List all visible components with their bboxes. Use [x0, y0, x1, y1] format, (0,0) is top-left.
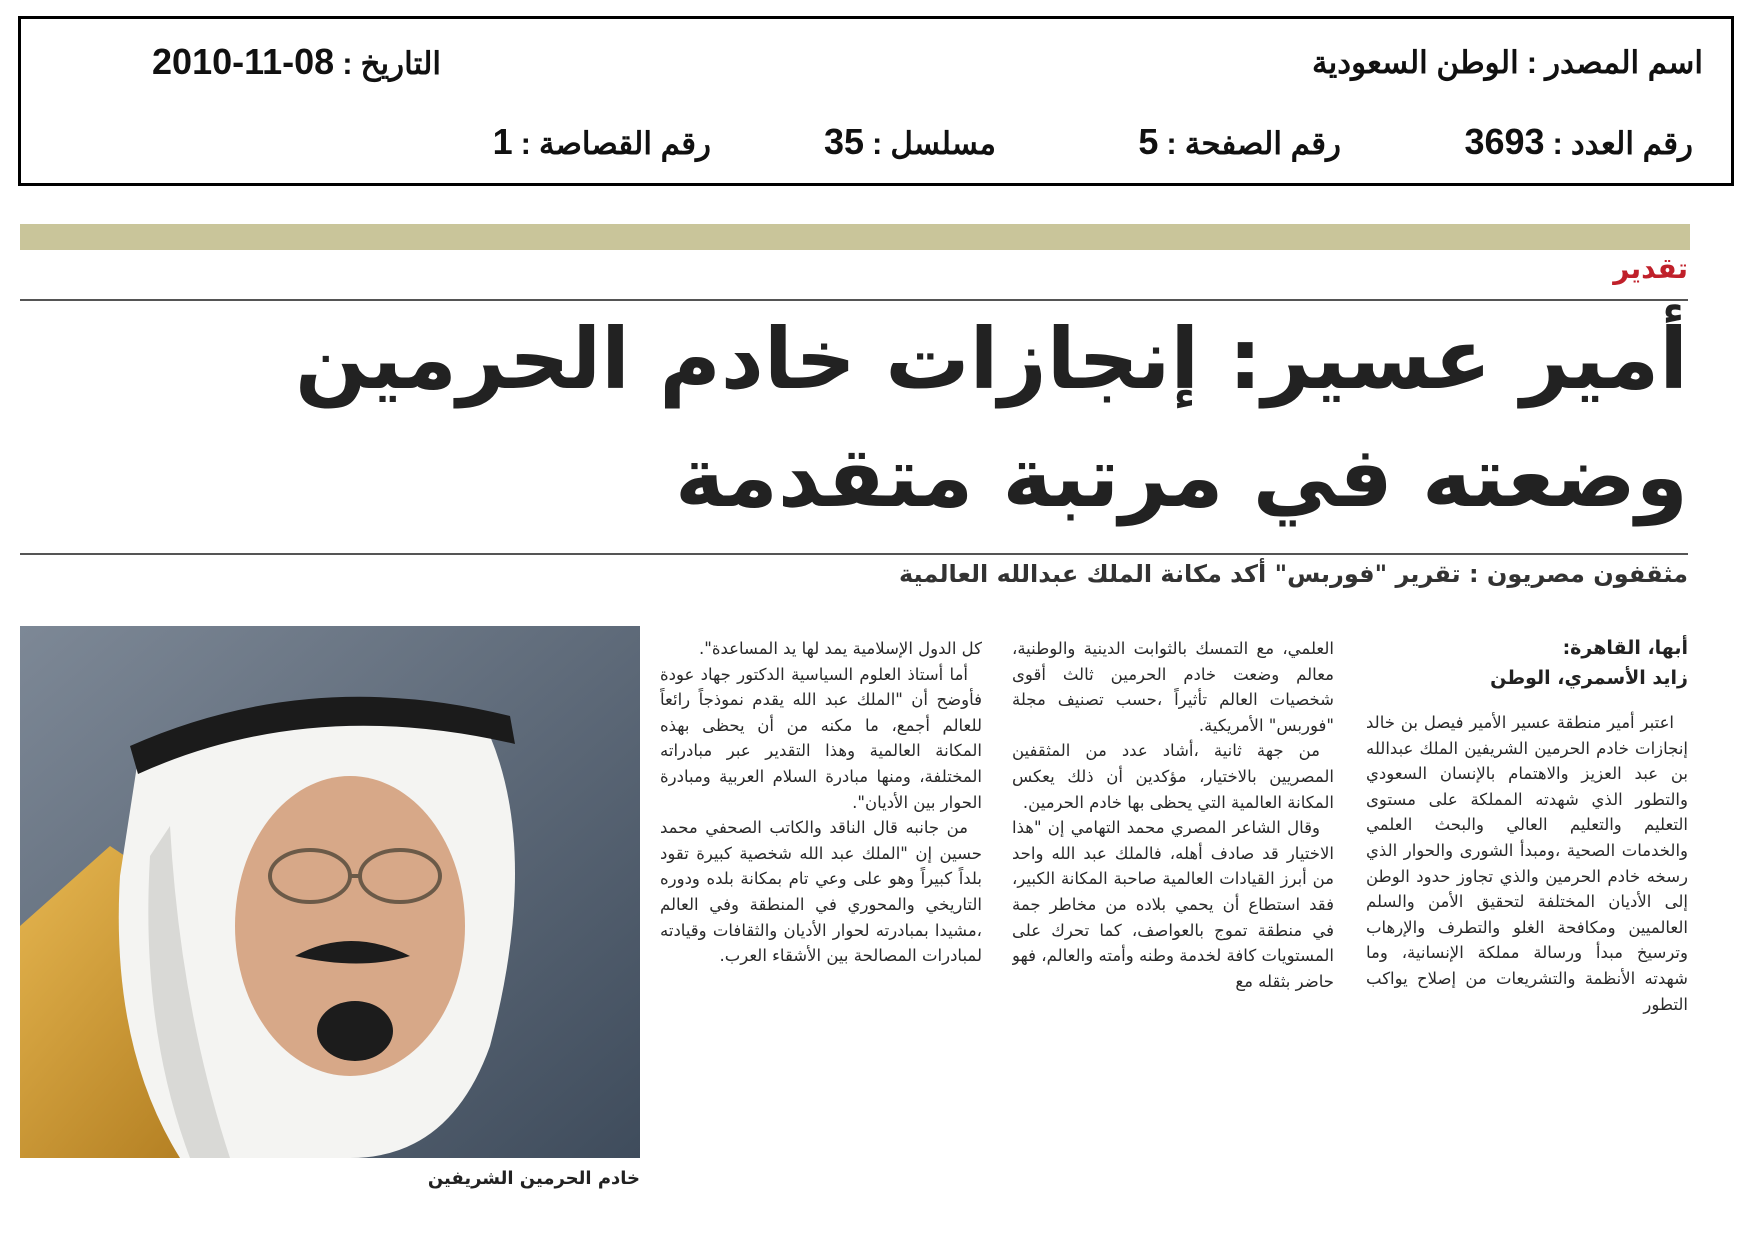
separator: :: [1526, 45, 1538, 80]
date-value: 2010-11-08: [152, 41, 335, 82]
clip-row: [493, 121, 711, 163]
paragraph: كل الدول الإسلامية يمد لها يد المساعدة".: [699, 639, 982, 658]
portrait-illustration: [20, 626, 640, 1158]
page-value: 5: [1138, 121, 1159, 162]
issue-row: [1464, 121, 1693, 163]
paragraph: وقال الشاعر المصري محمد التهامي إن "هذا الاختيار قد صادف أهله، فالملك عبد الله واحد من أبرز القيادات العالمية صاحبة المكانة الكبير، فقد استطاع أن يحمي بلاده من مخاطر جمة في منطقة تموج بالعواصف، كما تحرك على المستويات كافة لخدمة وطنه وأمته والعالم، فهو حاضر بثقله مع: [1012, 818, 1334, 991]
top-color-bar: [20, 224, 1690, 250]
issue-value: 3693: [1464, 121, 1545, 162]
article-column-1: [1366, 710, 1688, 1198]
article-column-3: [660, 636, 982, 1191]
page-label: رقم الصفحة: [1184, 126, 1341, 161]
source-value: الوطن السعودية: [1312, 45, 1519, 80]
divider: [20, 553, 1688, 555]
portrait-photo: [20, 626, 640, 1158]
paragraph: العلمي، مع التمسك بالثوابت الدينية والوطنية، معالم وضعت خادم الحرمين ثالث أقوى شخصيات العالم تأثيراً ،حسب تصنيف مجلة "فوربس" الأمريكية.: [1012, 639, 1334, 735]
serial-row: [824, 121, 996, 163]
byline-author: زايد الأسمري، الوطن: [1490, 667, 1688, 689]
byline-location: أبها، القاهرة:: [1562, 637, 1688, 659]
byline: [1388, 633, 1688, 693]
date-label: التاريخ: [360, 46, 441, 81]
issue-label: رقم العدد: [1570, 126, 1693, 161]
separator: :: [1166, 126, 1177, 161]
article-column-2: [1012, 636, 1334, 1191]
subheadline: مثقفون مصريون : تقرير "فوربس" أكد مكانة الملك عبدالله العالمية: [899, 560, 1688, 588]
paragraph: اعتبر أمير منطقة عسير الأمير فيصل بن خالد إنجازات خادم الحرمين الشريفين الملك عبدالله بن عبد العزيز والاهتمام بالإنسان السعودي والتطور الذي شهدته المملكة على مستوى التعليم والتعليم العالي والبحث العلمي والخدمات الصحية ،ومبدأ الشورى والحوار الذي رسخه خادم الحرمين والذي تجاوز حدود الوطن إلى الأديان المختلفة لتحقيق الأمن والسلم العالميين ومكافحة الغلو والتطرف والإرهاب وترسيخ مبدأ ورسالة مملكة الإنسانية، وما شهدته الأنظمة والتشريعات من إصلاح يواكب التطور: [1366, 713, 1688, 1014]
paragraph: من جانبه قال الناقد والكاتب الصحفي محمد حسين إن "الملك عبد الله شخصية كبيرة تقود بلداً كبيراً وهو على وعي تام بمكانة بلده ودوره التاريخي والمحوري في المنطقة وفي العالم ،مشيدا بمبادرته لحوار الأديان والثقافات وقيادته لمبادرات المصالحة بين الأشقاء العرب.: [660, 818, 982, 966]
source-label: اسم المصدر: [1545, 45, 1703, 80]
page-row: [1138, 121, 1341, 163]
separator: :: [1552, 126, 1563, 161]
clip-value: 1: [492, 121, 513, 162]
serial-label: مسلسل: [890, 126, 996, 161]
date-row: [152, 41, 441, 83]
section-label: تقدير: [1613, 252, 1688, 285]
paragraph: من جهة ثانية ،أشاد عدد من المثقفين المصريين بالاختيار، مؤكدين أن ذلك يعكس المكانة العالمية التي يحظى بها خادم الحرمين.: [1012, 741, 1334, 812]
separator: :: [342, 46, 353, 81]
photo-caption: خادم الحرمين الشريفين: [427, 1168, 640, 1189]
source-row: [1312, 45, 1703, 81]
paragraph: أما أستاذ العلوم السياسية الدكتور جهاد عودة فأوضح أن "الملك عبد الله يقدم نموذجاً رائعاً للعالم أجمع، ما مكنه من أن يحظى بهذه المكانة العالمية وهذا التقدير عبر مبادراته المختلفة، ومنها مبادرة السلام العربية ومبادرة الحوار بين الأديان".: [660, 664, 982, 812]
headline: أمير عسير: إنجازات خادم الحرمين وضعته في مرتبة متقدمة: [294, 310, 1688, 526]
serial-value: 35: [823, 121, 865, 162]
source-info-box: [18, 16, 1734, 186]
separator: :: [872, 126, 883, 161]
clip-label: رقم القصاصة: [538, 126, 711, 161]
separator: :: [520, 126, 531, 161]
